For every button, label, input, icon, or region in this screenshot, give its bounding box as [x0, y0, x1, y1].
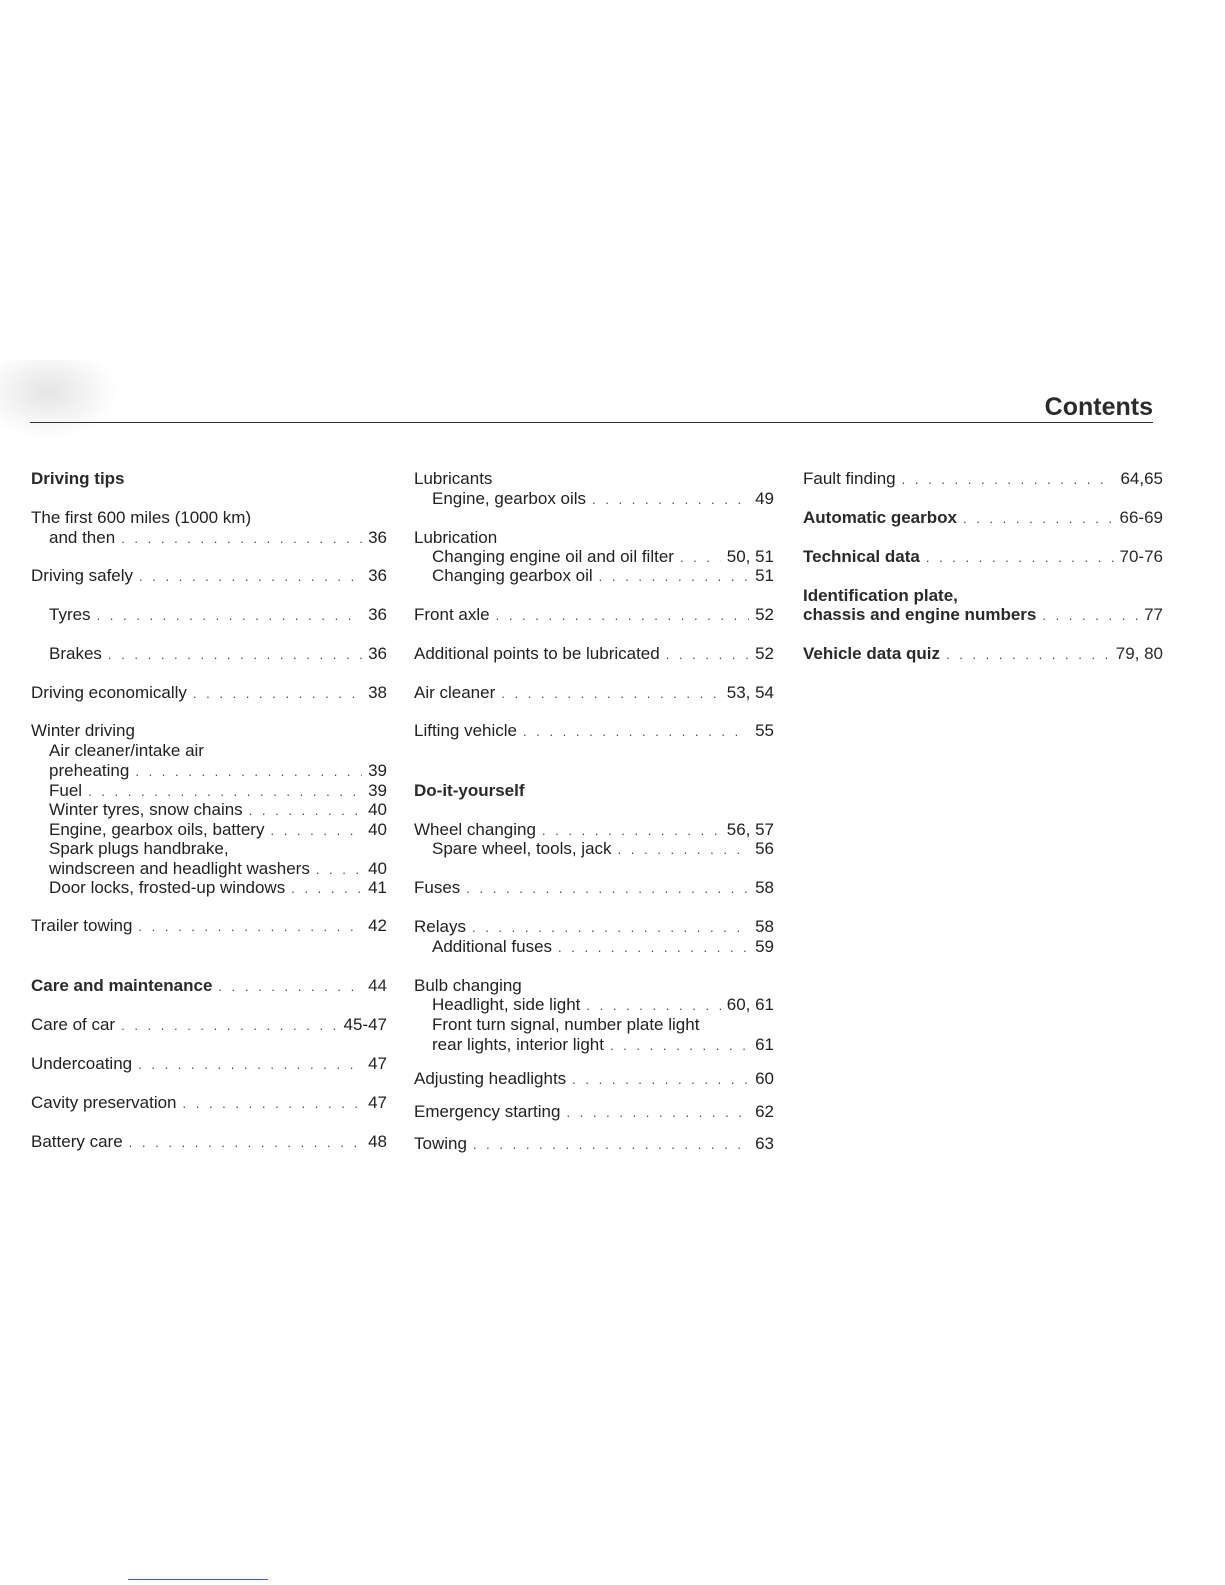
toc-entry: [432, 838, 774, 859]
dot-leader: [501, 683, 720, 704]
dot-leader: [558, 937, 749, 958]
toc-entry: [49, 838, 387, 859]
toc-page-number: 63: [755, 1134, 774, 1153]
header-rule: [30, 422, 1153, 423]
toc-page-number: 36: [368, 566, 387, 585]
toc-entry: [31, 682, 387, 703]
toc-entry: [31, 975, 387, 996]
toc-entry: [803, 546, 1163, 567]
toc-entry: [414, 916, 774, 937]
toc-entry-title: Lubricants: [414, 469, 493, 488]
dot-leader: [218, 976, 362, 997]
toc-entry: [31, 1053, 387, 1074]
toc-entry-title: Tyres: [49, 605, 91, 624]
toc-page-number: 55: [755, 721, 774, 740]
dot-leader: [572, 1069, 749, 1090]
toc-entry-title: Battery care: [31, 1132, 123, 1151]
toc-entry-title: Front axle: [414, 605, 490, 624]
toc-entry-title: Air cleaner/intake air: [49, 741, 204, 760]
toc-entry-title: Spark plugs handbrake,: [49, 839, 229, 858]
toc-entry-title: Technical data: [803, 547, 920, 566]
toc-entry: [49, 604, 387, 625]
toc-entry: [31, 1092, 387, 1113]
dot-leader: [138, 916, 362, 937]
toc-entry-title: Engine, gearbox oils: [432, 489, 587, 508]
toc-entry-title: and then: [49, 528, 116, 547]
toc-page-number: 40: [368, 820, 387, 839]
toc-page-number: 51: [755, 566, 774, 585]
toc-entry-title: Engine, gearbox oils, battery: [49, 820, 265, 839]
toc-entry-title: Driving tips: [31, 469, 125, 488]
dot-leader: [926, 547, 1114, 568]
dot-leader: [135, 761, 362, 782]
toc-entry-title: Vehicle data quiz: [803, 644, 940, 663]
toc-entry: [432, 936, 774, 957]
toc-entry: [432, 546, 774, 567]
toc-entry-title: preheating: [49, 761, 130, 780]
toc-entry-title: Winter tyres, snow chains: [49, 800, 243, 819]
toc-entry-title: Cavity preservation: [31, 1093, 177, 1112]
toc-page-number: 47: [368, 1093, 387, 1112]
toc-page-number: 50, 51: [726, 547, 774, 566]
toc-entry-title: Care and maintenance: [31, 976, 213, 995]
toc-entry: [49, 858, 387, 879]
toc-entry: [31, 1131, 387, 1152]
dot-leader: [249, 800, 362, 821]
dot-leader: [193, 683, 362, 704]
dot-leader: [291, 878, 362, 899]
toc-entry: [414, 527, 774, 548]
toc-entry-title: Fuel: [49, 781, 83, 800]
toc-page-number: 79, 80: [1115, 644, 1163, 663]
dot-leader: [121, 1015, 337, 1036]
toc-entry-title: Air cleaner: [414, 683, 496, 702]
toc-entry-title: Winter driving: [31, 721, 135, 740]
toc-entry-title: Towing: [414, 1134, 467, 1153]
toc-page-number: 62: [755, 1102, 774, 1121]
toc-entry-title: Emergency starting: [414, 1102, 561, 1121]
toc-entry: [31, 1014, 387, 1035]
toc-entry-title: The first 600 miles (1000 km): [31, 508, 252, 527]
toc-entry-title: Fuses: [414, 878, 461, 897]
toc-page-number: 77: [1144, 605, 1163, 624]
toc-entry-title: Fault finding: [803, 469, 896, 488]
toc-page-number: 36: [368, 644, 387, 663]
toc-entry-title: Additional fuses: [432, 937, 553, 956]
toc-entry: [414, 720, 774, 741]
toc-entry-title: Front turn signal, number plate light: [432, 1015, 700, 1034]
toc-entry-title: chassis and engine numbers: [803, 605, 1037, 624]
dot-leader: [466, 878, 749, 899]
toc-entry: [414, 877, 774, 898]
toc-entry: [432, 1034, 774, 1055]
toc-entry-title: Adjusting headlights: [414, 1069, 567, 1088]
toc-page-number: 52: [755, 605, 774, 624]
dot-leader: [183, 1093, 363, 1114]
toc-entry-title: Changing engine oil and oil filter: [432, 547, 674, 566]
bottom-scan-line: [128, 1579, 268, 1580]
toc-page-number: 42: [368, 916, 387, 935]
dot-leader: [523, 721, 749, 742]
toc-page-number: 66-69: [1119, 508, 1163, 527]
toc-entry-title: Spare wheel, tools, jack: [432, 839, 612, 858]
toc-entry: [803, 604, 1163, 625]
toc-entry: [49, 643, 387, 664]
scan-smudge: [0, 360, 120, 440]
toc-page-number: 56: [755, 839, 774, 858]
toc-page-number: 36: [368, 605, 387, 624]
dot-leader: [586, 995, 720, 1016]
toc-entry: [31, 720, 387, 741]
toc-entry-title: Driving economically: [31, 683, 187, 702]
dot-leader: [946, 644, 1110, 665]
toc-entry: [31, 507, 387, 528]
toc-entry: [414, 1068, 774, 1089]
dot-leader: [566, 1102, 749, 1123]
toc-page-number: 48: [368, 1132, 387, 1151]
toc-entry: [432, 488, 774, 509]
toc-page-number: 61: [755, 1035, 774, 1054]
toc-page-number: 47: [368, 1054, 387, 1073]
toc-entry-title: Lubrication: [414, 528, 498, 547]
toc-page-number: 49: [755, 489, 774, 508]
toc-entry: [49, 819, 387, 840]
toc-entry: [432, 994, 774, 1015]
dot-leader: [592, 489, 749, 510]
toc-entry: [414, 1133, 774, 1154]
toc-page-number: 60: [755, 1069, 774, 1088]
dot-leader: [496, 605, 749, 626]
dot-leader: [121, 528, 362, 549]
toc-entry-title: Additional points to be lubricated: [414, 644, 660, 663]
toc-entry: [31, 565, 387, 586]
toc-entry-title: Driving safely: [31, 566, 134, 585]
toc-entry: [414, 819, 774, 840]
toc-page-number: 53, 54: [726, 683, 774, 702]
toc-entry-title: Relays: [414, 917, 466, 936]
toc-page-number: 44: [368, 976, 387, 995]
toc-entry-title: Trailer towing: [31, 916, 133, 935]
toc-entry-title: Do-it-yourself: [414, 781, 525, 800]
toc-entry-title: windscreen and headlight washers: [49, 859, 310, 878]
toc-entry: [49, 780, 387, 801]
toc-page-number: 58: [755, 878, 774, 897]
toc-entry-title: Changing gearbox oil: [432, 566, 593, 585]
toc-entry-title: Headlight, side light: [432, 995, 581, 1014]
toc-page-number: 45-47: [343, 1015, 387, 1034]
toc-entry-title: Lifting vehicle: [414, 721, 518, 740]
dot-leader: [473, 1134, 749, 1155]
dot-leader: [1042, 605, 1138, 626]
toc-page-number: 52: [755, 644, 774, 663]
dot-leader: [618, 839, 750, 860]
toc-entry-title: Care of car: [31, 1015, 116, 1034]
page-title: Contents: [1044, 393, 1153, 421]
toc-entry-title: Door locks, frosted-up windows: [49, 878, 286, 897]
toc-page-number: 64,65: [1120, 469, 1163, 488]
toc-entry-title: Automatic gearbox: [803, 508, 957, 527]
toc-page-number: 39: [368, 761, 387, 780]
dot-leader: [902, 469, 1115, 490]
toc-entry: [803, 643, 1163, 664]
toc-entry-title: Undercoating: [31, 1054, 133, 1073]
toc-entry: [49, 760, 387, 781]
dot-leader: [963, 508, 1114, 529]
toc-entry: [432, 1014, 774, 1035]
toc-entry: [414, 468, 774, 489]
toc-page-number: 60, 61: [726, 995, 774, 1014]
dot-leader: [97, 605, 363, 626]
toc-entry: [414, 682, 774, 703]
toc-page-number: 56, 57: [726, 820, 774, 839]
toc-entry: [414, 604, 774, 625]
dot-leader: [138, 1054, 362, 1075]
toc-page-number: 41: [368, 878, 387, 897]
toc-entry: [803, 585, 1163, 606]
toc-entry: [414, 643, 774, 664]
toc-entry: [49, 527, 387, 548]
toc-entry: [414, 780, 774, 801]
toc-entry: [432, 565, 774, 586]
toc-page-number: 36: [368, 528, 387, 547]
toc-page-number: 40: [368, 800, 387, 819]
toc-entry: [414, 1101, 774, 1122]
toc-entry-title: Brakes: [49, 644, 102, 663]
dot-leader: [472, 917, 749, 938]
toc-entry: [414, 975, 774, 996]
toc-entry: [49, 877, 387, 898]
toc-entry: [31, 915, 387, 936]
dot-leader: [610, 1035, 749, 1056]
toc-entry: [803, 507, 1163, 528]
toc-page-number: 70-76: [1119, 547, 1163, 566]
toc-entry: [803, 468, 1163, 489]
toc-entry: [31, 468, 387, 489]
dot-leader: [599, 566, 749, 587]
toc-page-number: 40: [368, 859, 387, 878]
dot-leader: [666, 644, 749, 665]
dot-leader: [139, 566, 362, 587]
toc-entry-title: rear lights, interior light: [432, 1035, 604, 1054]
toc-entry-title: Bulb changing: [414, 976, 522, 995]
toc-entry-title: Identification plate,: [803, 586, 958, 605]
dot-leader: [129, 1132, 362, 1153]
toc-entry: [49, 799, 387, 820]
toc-page-number: 59: [755, 937, 774, 956]
dot-leader: [108, 644, 362, 665]
toc-page-number: 38: [368, 683, 387, 702]
toc-page-number: 58: [755, 917, 774, 936]
toc-entry-title: Wheel changing: [414, 820, 536, 839]
toc-page-number: 39: [368, 781, 387, 800]
toc-entry: [49, 740, 387, 761]
